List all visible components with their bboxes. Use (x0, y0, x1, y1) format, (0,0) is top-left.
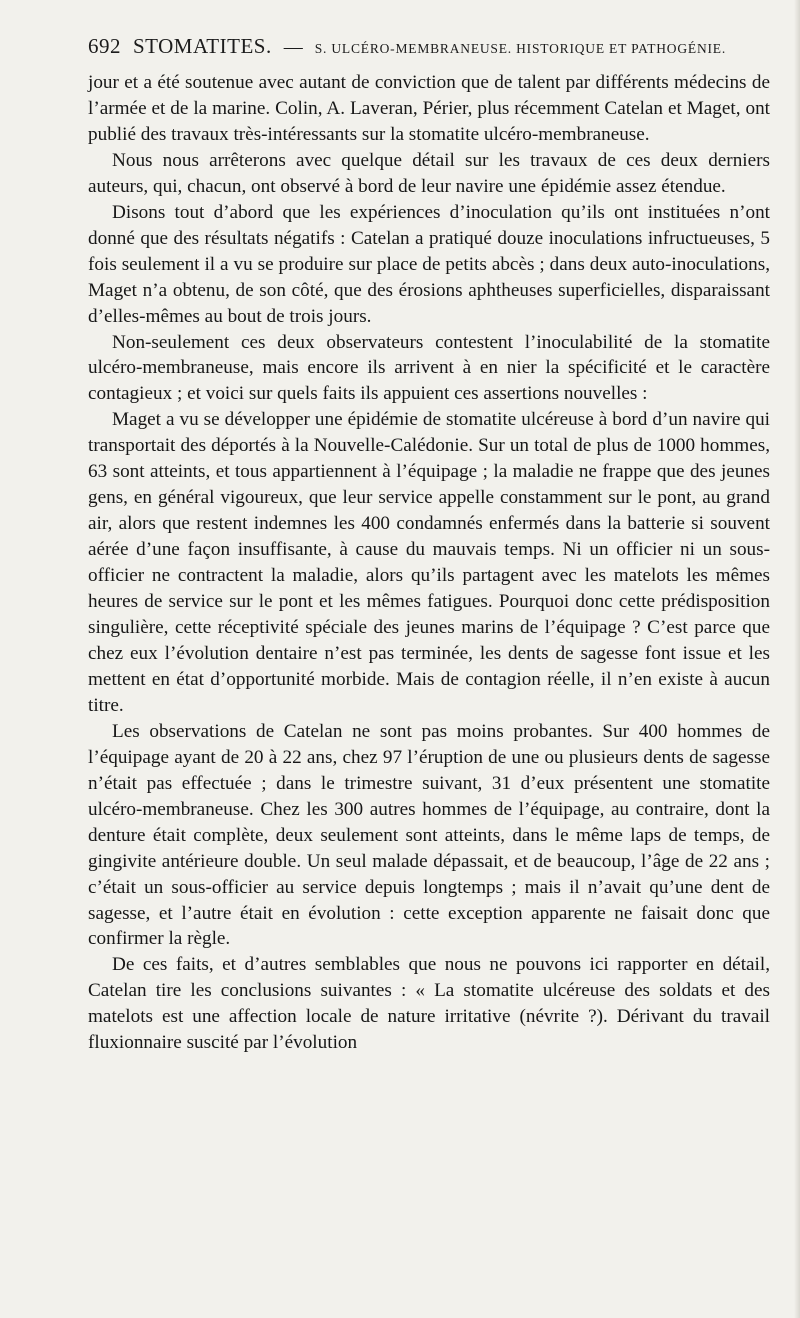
paragraph: Les observations de Catelan ne sont pas moins probantes. Sur 400 hommes de l’équipage ayant de 20 à 22 ans, chez 97 l’éruption de une ou plusieurs dents de sagesse n’était pas effectuée ; dans le trimestre suivant, 31 d’eux présentent une stomatite ulcéro-membraneuse. Chez les 300 autres hommes de l’équipage, au contraire, dont la denture était complète, deux seulement sont atteints, dans le même laps de temps, de gingivite antérieure double. Un seul malade dépassait, et de beaucoup, l’âge de 22 ans ; c’était un sous-officier au service depuis longtemps ; mais il n’avait qu’une dent de sagesse, et l’autre était en évolution : cette exception apparente ne faisait donc que confirmer la règle. (88, 720, 770, 950)
paragraph: Nous nous arrêterons avec quelque détail sur les travaux de ces deux derniers auteurs, qui, chacun, ont observé à bord de leur navire une épidémie assez étendue. (88, 149, 770, 197)
paragraph: Non-seulement ces deux observateurs contestent l’inoculabilité de la stomatite ulcéro-membraneuse, mais encore ils arrivent à en nier la spécificité et le caractère contagieux ; et voici sur quels faits ils appuient ces assertions nouvelles : (88, 331, 770, 405)
page-number: 692 (88, 34, 121, 58)
running-title: STOMATITES. (133, 34, 272, 58)
paragraph-continuation: jour et a été soutenue avec autant de conviction que de talent par différents médecins de l’armée et de la marine. Colin, A. Laveran, Périer, plus récemment Catelan et Maget, ont publié des travaux très-intéressants sur la stomatite ulcéro-membraneuse. (88, 72, 770, 145)
running-subtitle: S. ULCÉRO-MEMBRANEUSE. HISTORIQUE ET PATHOGÉNIE. (314, 41, 727, 56)
paragraph: Maget a vu se développer une épidémie de stomatite ulcéreuse à bord d’un navire qui transportait des déportés à la Nouvelle-Calédonie. Sur un total de plus de 1000 hommes, 63 sont atteints, et tous appartiennent à l’équipage ; la maladie ne frappe que des jeunes gens, en général vigoureux, que leur service appelle constamment sur le pont, au grand air, alors que restent indemnes les 400 condamnés enfermés dans la batterie si souvent aérée d’une façon insuffisante, à cause du mauvais temps. Ni un officier ni un sous-officier ne contractent la maladie, alors qu’ils partagent avec les matelots les mêmes heures de service sur le pont et les mêmes fatigues. Pourquoi donc cette prédisposition singulière, cette réceptivité spéciale des jeunes marins de l’équipage ? C’est parce que chez eux l’évolution dentaire n’est pas terminée, les dents de sagesse font issue et les mettent en état d’opportunité morbide. Mais de contagion réelle, il n’en existe à aucun titre. (88, 409, 770, 716)
body-text (88, 70, 770, 1056)
header-dash: — (283, 37, 303, 58)
page-edge-shadow (794, 0, 800, 1318)
paragraph: De ces faits, et d’autres semblables que nous ne pouvons ici rapporter en détail, Catelan tire les conclusions suivantes : « La stomatite ulcéreuse des soldats et des matelots est une affection locale de nature irritative (névrite ?). Dérivant du travail fluxionnaire suscité par l’évolution (88, 954, 770, 1054)
running-header (88, 34, 778, 64)
paragraph: Disons tout d’abord que les expériences d’inoculation qu’ils ont instituées n’ont donné que des résultats négatifs : Catelan a pratiqué douze inoculations infructueuses, 5 fois seulement il a vu se produire sur place de petits abcès ; dans deux auto-inoculations, Maget n’a obtenu, de son côté, que des érosions aphtheuses superficielles, disparaissant d’elles-mêmes au bout de trois jours. (88, 201, 770, 327)
